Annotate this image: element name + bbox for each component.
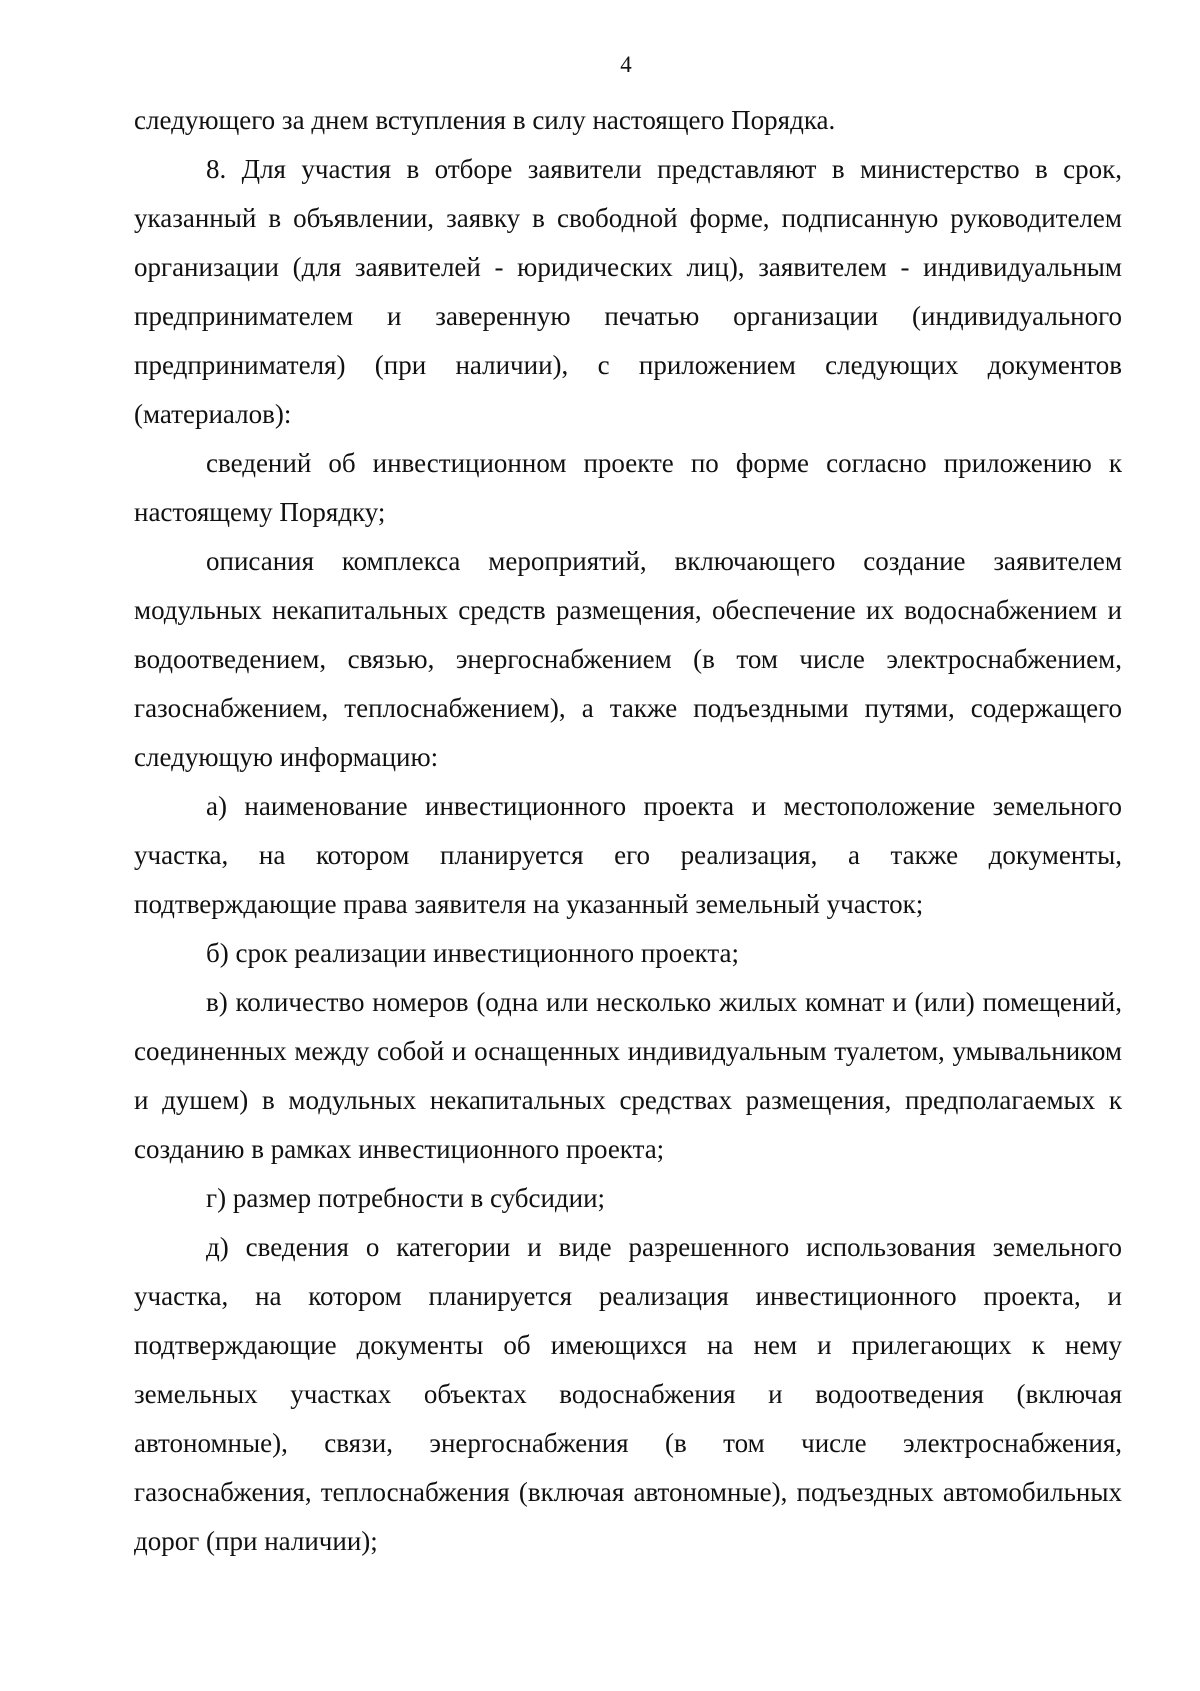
page-number: 4 bbox=[620, 52, 632, 77]
paragraph-subitem-a: а) наименование инвестиционного проекта и местоположение земельного участка, на котором планируется его реализация, а также документы, подтверждающие права заявителя на указанный земельный участок; bbox=[134, 791, 1122, 919]
paragraph-project-info: сведений об инвестиционном проекте по форме согласно приложению к настоящему Порядку; bbox=[134, 448, 1122, 527]
paragraph-subitem-g: г) размер потребности в субсидии; bbox=[206, 1183, 606, 1213]
paragraph-subitem-v: в) количество номеров (одна или несколько жилых комнат и (или) помещений, соединенных между собой и оснащенных индивидуальным туалетом, умывальником и душем) в модульных некапитальных средствах размещения, предполагаемых к созданию в рамках инвестиционного проекта; bbox=[134, 987, 1122, 1164]
document-body bbox=[134, 96, 1122, 1566]
paragraph-subitem-d: д) сведения о категории и виде разрешенного использования земельного участка, на котором планируется реализация инвестиционного проекта, и подтверждающие документы об имеющихся на нем и прилегающих к нему земельных участках объектах водоснабжения и водоотведения (включая автономные), связи, энергоснабжения (в том числе электроснабжения, газоснабжения, теплоснабжения (включая автономные), подъездных автомобильных дорог (при наличии); bbox=[134, 1232, 1122, 1556]
paragraph-measures-description: описания комплекса мероприятий, включающего создание заявителем модульных некапитальных средств размещения, обеспечение их водоснабжением и водоотведением, связью, энергоснабжением (в том числе электроснабжением, газоснабжением, теплоснабжением), а также подъездными путями, содержащего следующую информацию: bbox=[134, 546, 1122, 772]
paragraph-continuation: следующего за днем вступления в силу настоящего Порядка. bbox=[134, 105, 836, 135]
paragraph-subitem-b: б) срок реализации инвестиционного проекта; bbox=[206, 938, 739, 968]
paragraph-item-8: 8. Для участия в отборе заявители представляют в министерство в срок, указанный в объявлении, заявку в свободной форме, подписанную руководителем организации (для заявителей - юридических лиц), заявителем - индивидуальным предпринимателем и заверенную печатью организации (индивидуального предпринимателя) (при наличии), с приложением следующих документов (материалов): bbox=[134, 154, 1122, 429]
